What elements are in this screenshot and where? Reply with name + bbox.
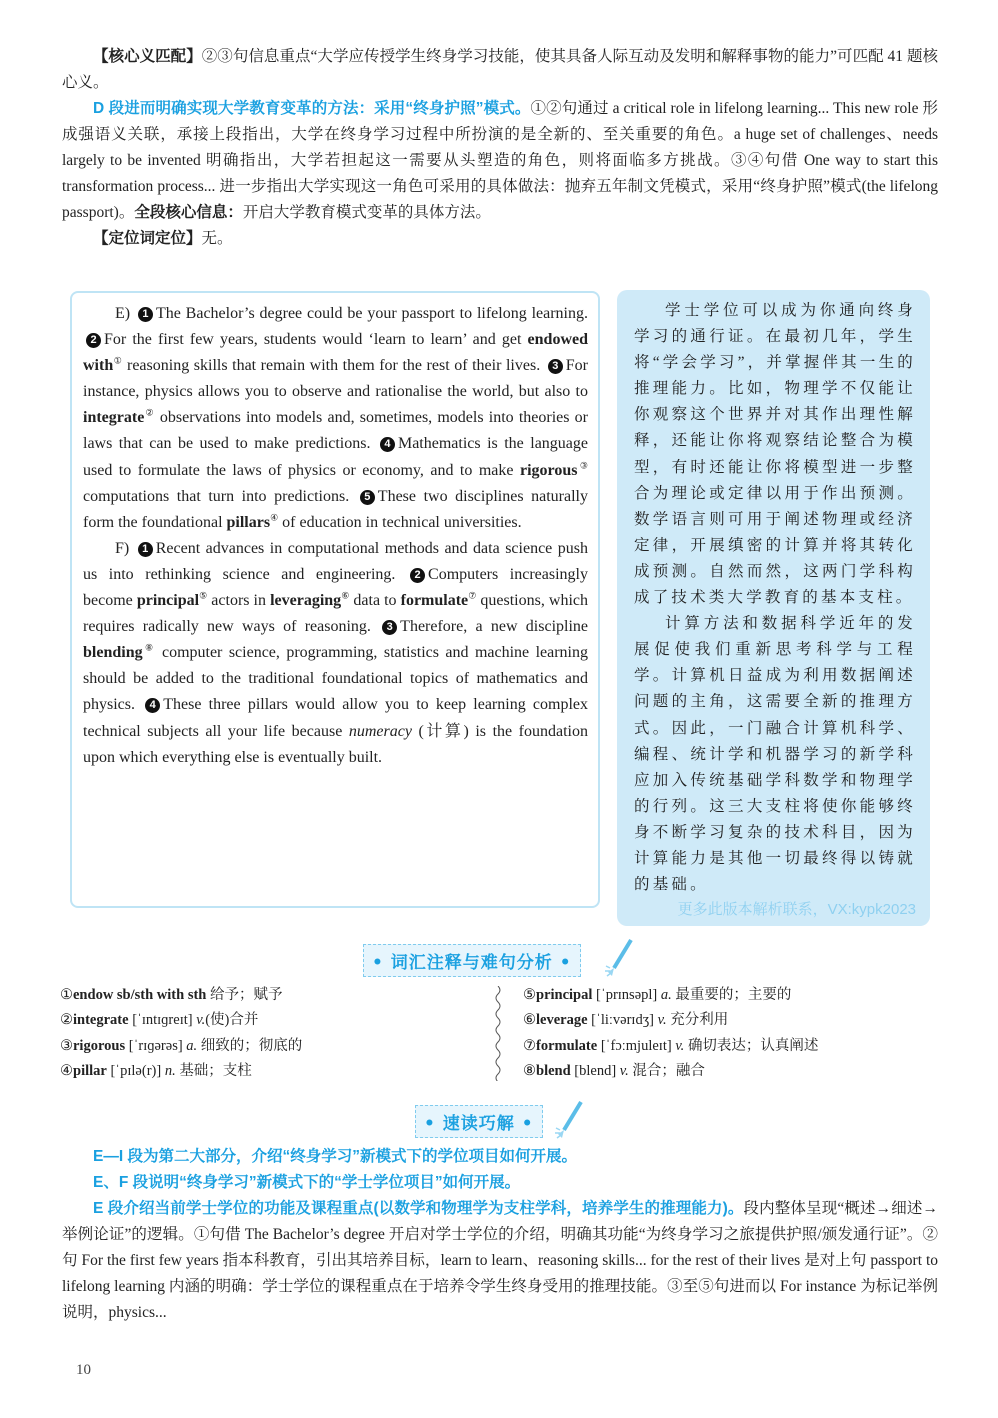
text-segment: 【核心义匹配】 [93, 48, 202, 65]
text-segment: The Bachelor’s degree could be your passport to lifelong learning. [155, 305, 588, 322]
text-segment: ⑧ [142, 642, 156, 653]
reading-paragraph [62, 1144, 938, 1170]
text-segment: blending [83, 644, 143, 662]
text-segment: principal [536, 987, 593, 1003]
text-segment: ④ [270, 512, 279, 523]
vocab-item [523, 1008, 818, 1033]
text-segment: pillar [73, 1062, 107, 1079]
text-segment: 计算方法和数据科学近年的发展促使我们重新思考科学与工程学。计算机日益成为利用数据阐述问题的主角，这需要全新的推理方式。因此，一门融合计算机科学、编程、统计学和机器学习的新学科应加入传统基础学科数学和物理学的行列。这三大支柱将使你能够终身不断学习复杂的技术科目，因为计算能力是其他一切最终得以铸就的基础。 [634, 615, 916, 894]
vocab-item [523, 983, 818, 1008]
text-segment: [ˈprɪnsəpl] [592, 987, 661, 1003]
text-segment: Recent advances in computational methods and data science push us into rethinking science and engineering. [83, 539, 588, 583]
text-segment: [blend] [570, 1062, 620, 1079]
text-segment: actors in [207, 592, 271, 610]
text-segment: formulate [536, 1037, 598, 1054]
sentence-number-badge: 4 [380, 437, 395, 452]
text-segment: ① [113, 355, 123, 366]
text-segment: ① [60, 987, 73, 1003]
pen-icon [554, 1100, 584, 1140]
text-segment: 混合；融合 [628, 1062, 705, 1079]
text-segment: [ˈliːvərɪdʒ] [587, 1012, 658, 1029]
text-segment: ②③句信息重点“大学应传授学生终身学习技能，使其具备人际互动及发明和解释事物的能力”可匹配 41 题核心义。 [62, 48, 938, 91]
pen-icon [604, 938, 634, 978]
text-segment: endow sb/sth with sth [73, 987, 207, 1003]
text-segment: 无。 [201, 230, 233, 247]
text-segment: integrate [83, 409, 145, 427]
text-segment: ⑧ [523, 1062, 536, 1079]
text-segment: 学士学位可以成为你通向终身学习的通行证。在最初几年，学生将“学会学习”，并掌握伴其一生的推理能力。比如，物理学不仅能让你观察这个世界并对其作出理性解释，还能让你将观察结论整合为模型，有时还能让你将模型进一步整合为理论或定律以用于作出预测。数学语言则可用于阐述物理或经济定律，开展缜密的计算并将其转化成预测。自然而然，这两门学科构成了技术类大学教育的基本支柱。 [634, 302, 916, 607]
text-segment: 细致的；彻底的 [197, 1037, 303, 1054]
passage-paragraph-f [72, 536, 598, 771]
text-segment: (使)合并 [205, 1012, 259, 1029]
text-segment: reasoning skills that remain with them for the rest of their lives. [122, 357, 545, 375]
text-segment: ⑤ [523, 987, 536, 1003]
text-segment: rigorous [73, 1037, 126, 1054]
sentence-number-badge: 2 [410, 568, 425, 583]
vocab-item [60, 983, 302, 1008]
text-segment: v. [619, 1062, 629, 1079]
sentence-number-badge: 1 [138, 307, 153, 322]
text-segment: E) [115, 305, 135, 322]
text-segment: 最重要的；主要的 [671, 987, 792, 1003]
text-segment: pillars [226, 513, 271, 531]
text-segment: endowed with [83, 331, 588, 375]
vocab-item [60, 1059, 302, 1084]
text-segment: These two disciplines naturally form the foundational [83, 487, 588, 531]
text-segment: 开启大学教育模式变革的具体方法。 [242, 204, 491, 221]
text-segment: of education in technical universities. [278, 513, 522, 531]
text-segment: questions, which requires radically new ways of reasoning. [83, 592, 588, 636]
vocab-item [60, 1008, 302, 1033]
english-passage-box [70, 291, 600, 908]
vocab-item [523, 1059, 818, 1084]
text-segment: (计算) is the foundation upon which everything else is eventually built. [83, 722, 588, 766]
text-segment: Therefore, a new discipline [400, 618, 588, 636]
text-segment: F) [115, 539, 135, 557]
text-segment: ⑦ [523, 1037, 536, 1054]
text-segment: 确切表达；认真阐述 [684, 1037, 819, 1054]
text-segment: [ˈpɪlə(r)] [106, 1062, 165, 1079]
text-segment: a. [186, 1037, 198, 1054]
text-segment: For instance, physics allows you to observe and rationalise the world, but also to [83, 357, 588, 401]
locator-paragraph [62, 226, 938, 252]
text-segment: ⑤ [199, 590, 208, 601]
text-segment: [ˈfɔːmjuleɪt] [597, 1037, 676, 1054]
text-segment: 基础；支柱 [175, 1062, 252, 1079]
text-segment: numeracy [348, 722, 412, 740]
translation-paragraph-f [634, 611, 916, 898]
chinese-translation-box [617, 290, 930, 926]
reading-paragraph [62, 1196, 938, 1326]
text-segment: v. [657, 1012, 667, 1029]
text-segment: integrate [73, 1012, 129, 1029]
text-segment: 段内整体呈现“概述→细述→举例论证”的逻辑。①句借 The Bachelor’s degree 开启对学士学位的介绍，明确其功能“为终身学习之旅提供护照/颁发通行证”。②句 For the first few years 指本科教育，引出其培养目标，learn to learn、reasoning skills... for the rest of their lives 是对上句 passport to lifelong learning 内涵的明确：学士学位的课程重点在于培养令学生终身受用的推理技能。③至⑤句进而以 For instance 为标记举例说明，physics... [62, 1200, 938, 1321]
vocab-list-right [523, 983, 818, 1084]
text-segment: leverage [536, 1012, 588, 1029]
text-segment: data to [349, 592, 401, 610]
text-segment: ⑥ [523, 1012, 536, 1029]
text-segment: ② [144, 408, 155, 419]
reading-paragraph [62, 1170, 938, 1196]
text-segment: 充分利用 [666, 1012, 729, 1029]
sentence-number-badge: 3 [548, 359, 563, 374]
text-segment: ② [60, 1012, 73, 1029]
text-segment: formulate [400, 592, 469, 610]
text-segment: ④ [60, 1062, 73, 1079]
vocab-section-title: • 词汇注释与难句分析 • [363, 944, 581, 977]
text-segment: E 段介绍当前学士学位的功能及课程重点(以数学和物理学为支柱学科，培养学生的推理能力)。 [93, 1200, 744, 1217]
text-segment: observations into models and, sometimes, models into theories or laws that can be used to make predictions. [83, 409, 588, 453]
text-segment: Mathematics is the language used to formulate the laws of physics or economy, and to make [83, 435, 589, 479]
text-segment: These three pillars would allow you to keep learning complex technical subjects all your life because [83, 696, 588, 740]
text-segment: v. [675, 1037, 685, 1054]
text-segment: computer science, programming, statistics and machine learning should be added to the traditional foundational topics of mathematics and physics. [83, 644, 588, 714]
text-segment: 【定位词定位】 [93, 230, 202, 247]
text-segment: [ˈɪntɪɡreɪt] [128, 1012, 197, 1029]
text-segment: ③ [60, 1037, 73, 1054]
text-segment: ①②句通过 a critical role in lifelong learning... This new role 形成强语义关联，承接上段指出，大学在终身学习过程中所扮演的是全新的、至关重要的角色。a huge set of challenges、needs largely to be invented 明确指出，大学若担起这一需要从头塑造的角色，则将面临多方挑战。③④句借 One way to start this transformation process... 进一步指出大学实现这一角色可采用的具体做法：抛弃五年制文凭模式，采用“终身护照”模式(the lifelong passport)。 [62, 100, 938, 221]
text-segment: rigorous [519, 461, 578, 479]
text-segment: E、F 段说明“终身学习”新模式下的“学士学位项目”如何开展。 [93, 1174, 521, 1191]
text-segment: computations that turn into predictions. [83, 487, 357, 505]
text-segment: ⑥ [341, 590, 350, 601]
sentence-number-badge: 3 [382, 620, 397, 635]
text-segment: v. [196, 1012, 206, 1029]
text-segment: [ˈrɪɡərəs] [125, 1037, 187, 1054]
reading-analysis [62, 1144, 938, 1326]
translation-paragraph-e [634, 298, 916, 611]
reading-section-title: • 速读巧解 • [415, 1105, 543, 1138]
sentence-number-badge: 4 [145, 698, 160, 713]
text-segment: Computers increasingly become [83, 565, 588, 610]
vocab-item [523, 1034, 818, 1059]
watermark: 更多此版本解析联系，VX:kypk2023 [677, 901, 916, 919]
text-segment: D 段进而明确实现大学教育变革的方法：采用“终身护照”模式。 [93, 100, 531, 117]
sentence-number-badge: 5 [360, 490, 375, 505]
paragraph-d-analysis [62, 96, 938, 226]
vocab-item [60, 1034, 302, 1059]
divider-wavy [494, 986, 502, 1081]
sentence-number-badge: 1 [138, 542, 153, 557]
text-segment: a. [660, 987, 672, 1003]
sentence-number-badge: 2 [86, 333, 101, 348]
text-segment: n. [164, 1062, 176, 1079]
text-segment: E—I 段为第二大部分，介绍“终身学习”新模式下的学位项目如何开展。 [93, 1148, 577, 1165]
text-segment: 全段核心信息： [134, 204, 243, 221]
text-segment: 给予；赋予 [206, 987, 283, 1003]
top-analysis [62, 44, 938, 252]
page-number: 10 [76, 1362, 91, 1378]
text-segment: leveraging [270, 592, 342, 610]
vocab-list-left [60, 983, 302, 1084]
text-segment: For the first few years, students would ‘learn to learn’ and get [104, 331, 528, 349]
text-segment: ③ [577, 460, 588, 471]
text-segment: ⑦ [468, 590, 477, 601]
passage-paragraph-e [72, 293, 598, 536]
text-segment: blend [536, 1062, 571, 1079]
core-meaning-paragraph [62, 44, 938, 96]
text-segment: principal [136, 592, 200, 610]
